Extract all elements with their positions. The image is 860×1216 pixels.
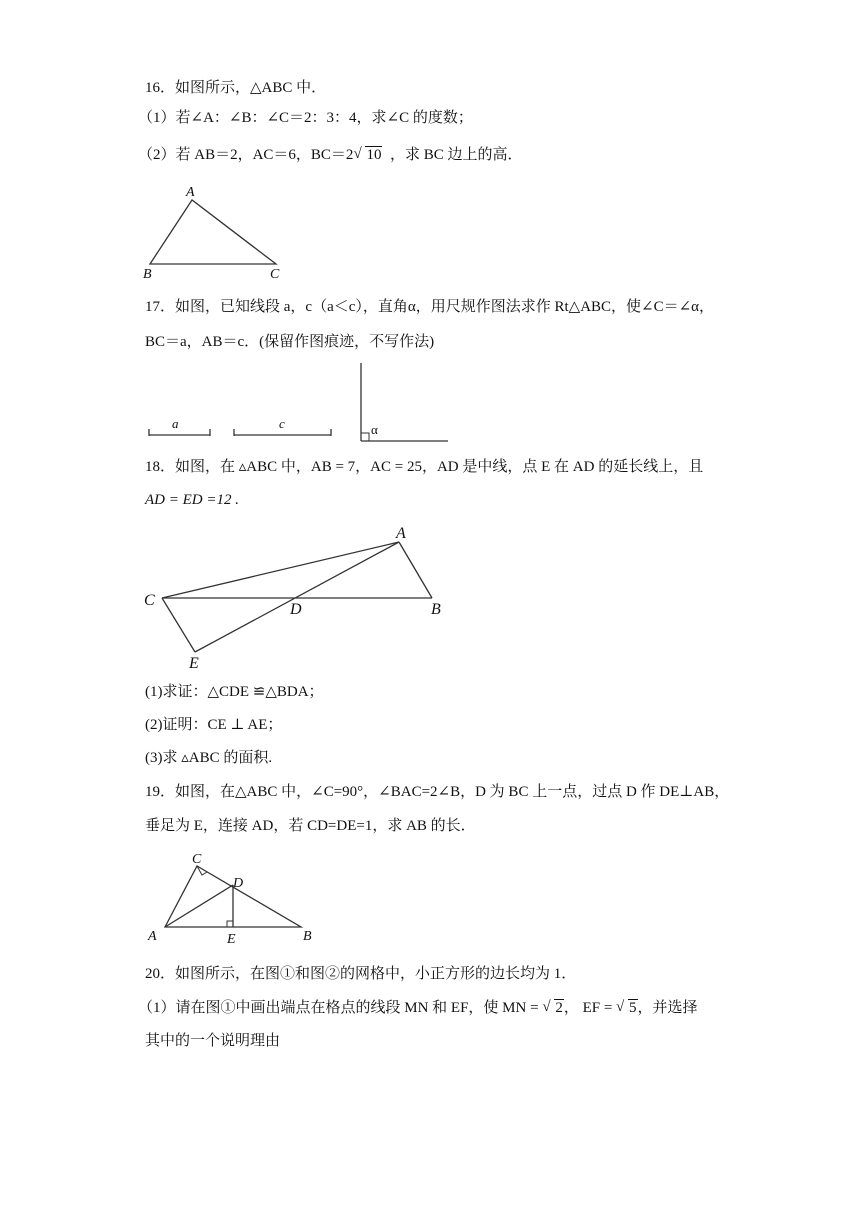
q19-label-b: B	[303, 929, 312, 944]
q16-title: 16．如图所示，△ABC 中．	[145, 80, 327, 96]
q18-part3: (3)求 ▵ABC 的面积.	[145, 750, 273, 766]
q17-line1: 17．如图，已知线段 a，c（a＜c），直角α，用尺规作图法求作 Rt△ABC，使∠C＝∠α，	[145, 299, 715, 315]
q18-part1: (1)求证：△CDE ≌△BDA；	[145, 684, 324, 700]
q20-title: 20．如图所示，在图①和图②的网格中，小正方形的边长均为 1．	[145, 966, 577, 982]
segment-a-label: a	[172, 416, 179, 431]
q18-label-c: C	[144, 592, 155, 609]
q16-label-a: A	[186, 185, 195, 200]
q18-label-a: A	[396, 525, 406, 542]
q16-label-c: C	[270, 267, 280, 282]
q18-line2: AD = ED =12 .	[145, 492, 239, 508]
q20-part1-mid: ， EF =	[563, 1000, 617, 1016]
q19-line2: 垂足为 E，连接 AD，若 CD=DE=1，求 AB 的长．	[145, 818, 476, 834]
q17-line2: BC＝a，AB＝c．(保留作图痕迹，不写作法)	[145, 334, 435, 350]
q20-sqrt-5: √ 5	[616, 998, 638, 1018]
q16-part2-end: ，求 BC 边上的高．	[389, 147, 523, 163]
alpha-label: α	[371, 422, 378, 437]
q18-label-b: B	[431, 601, 441, 618]
q19-label-a: A	[148, 929, 157, 944]
q18-label-d: D	[290, 601, 302, 618]
q18-line1: 18．如图，在 ▵ABC 中，AB = 7，AC = 25，AD 是中线，点 E 在 AD 的延长线上，且	[145, 459, 704, 475]
q20-sqrt-2: √ 2	[542, 998, 564, 1018]
q16-sqrt: √ 10	[353, 145, 382, 165]
q20-part1-end: ，并选择	[637, 1000, 698, 1016]
q16-part1: （1）若∠A：∠B：∠C＝2：3：4，求∠C 的度数；	[138, 110, 473, 126]
q19-label-d: D	[233, 876, 244, 891]
q20-part1-text: （1）请在图①中画出端点在格点的线段 MN 和 EF，使 MN =	[138, 1000, 543, 1016]
q20-part1-line2: 其中的一个说明理由	[145, 1033, 281, 1049]
q19-label-e: E	[227, 932, 236, 947]
segment-c-label: c	[279, 416, 285, 431]
q20-part1	[138, 998, 698, 1018]
q16-label-b: B	[143, 267, 152, 282]
q19-line1: 19．如图，在△ABC 中，∠C=90°，∠BAC=2∠B，D 为 BC 上一点，过点 D 作 DE⊥AB，	[145, 784, 730, 800]
q19-label-c: C	[192, 852, 202, 867]
q18-label-e: E	[189, 655, 199, 672]
q18-part2: (2)证明：CE ⊥ AE；	[145, 717, 283, 733]
q16-part2-text: （2）若 AB＝2，AC＝6，BC＝2	[138, 147, 354, 163]
